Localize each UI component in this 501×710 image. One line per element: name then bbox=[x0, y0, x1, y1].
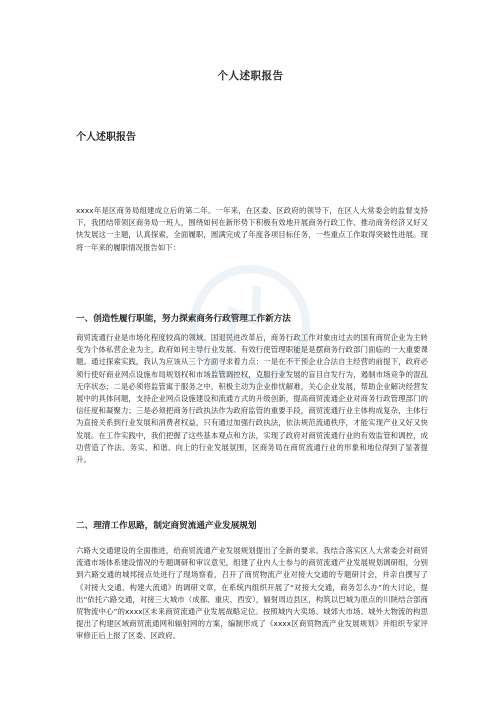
section-1-heading: 一、创造性履行职能，努力探索商务行政管理工作新方法 bbox=[76, 314, 291, 324]
document-title: 个人述职报告 bbox=[217, 70, 284, 82]
intro-paragraph: xxxx年是区商务局组建成立后的第二年。一年来，在区委、区政府的领导下，在区人大常委会的监督支持下，我团结带领区商务局一班人，围绕如何在新形势下积极有效地开展商务行政工作、推动商务经济又好又快发展这一主题，认真探索，全面履职，圆满完成了年度各项目标任务，一些重点工作取得突破性进展。现将一年来的履职情况报告如下： bbox=[76, 206, 428, 252]
section-2-heading: 二、理清工作思路，制定商贸流通产业发展规划 bbox=[76, 521, 257, 531]
section-1-paragraph: 商贸流通行业是市场化程度较高的领域。国退民进改革后，商务行政工作对象由过去的国有商贸企业为主转变为个体私营企业为主，政府如何主导行业发展、有效行使管理职能是是摆商务行政部门面临的一大重要课题。通过探索实践，我认为应该从三个方面寻求着力点：一是在不干预企业合法自主经营的前提下，政府必须行使好商业网点设施布局规划权和市场监管调控权，克服行业发展的盲目自发行为，遏制市场竞争的混乱无序状态；二是必须将监管寓于服务之中，积极主动为企业排忧解难，关心企业发展，帮助企业解决经营发展中的具体问题，支持企业网点设施建设和流通方式的升级创新，提高商贸流通企业对商务行政管理部门的信任度和凝聚力；三是必须把商务行政执法作为政府监管的重要手段，商贸流通行业主体构成复杂，主体行为直接关系到行业发展和消费者权益，只有通过加强行政执法，依法规范流通秩序，才能实现产业又好又快发展。在工作实践中，我们把握了这些基本观点和方法，实现了政府对商贸流通行业的有效监管和调控，成功营造了作法、务实、和谐、向上的行业发展氛围，区商务局在商贸流通行业的形象和地位得到了显著提升。 bbox=[76, 333, 428, 465]
section-2-paragraph: 六路大交通建设的全面推进，给商贸流通产业发展规划提出了全新的要求。我结合落实区人大常委会对商贸流通市场体系建设情况的专题调研和审议意见，组建了业内人士参与的商贸流通产业发展规划调研组，分别到六路交通的城邦接点处进行了现场察看，召开了商贸物流产业对接大交通的专题研讨会，并亲自撰写了《对接大交通、构建大流通》的调研文章，在系统内组织开展了“对接大交通，商务怎么办”的大讨论，提出“依托六路交通，对接三大城市（成都、重庆、西安），辐射周边县区，构筑以巴城为原点的川陕结合部商贸物流中心”的xxxx区未来商贸流通产业发展战略定位。按照城内大卖场、城郊大市场、城外大物流的构思提出了构建区域商贸流通网和辐射网的方案，编制形成了《xxxx区商贸物流产业发展规划》并组织专家评审修正后上报了区委、区政府。 bbox=[76, 546, 428, 641]
document-subtitle: 个人述职报告 bbox=[76, 132, 136, 143]
